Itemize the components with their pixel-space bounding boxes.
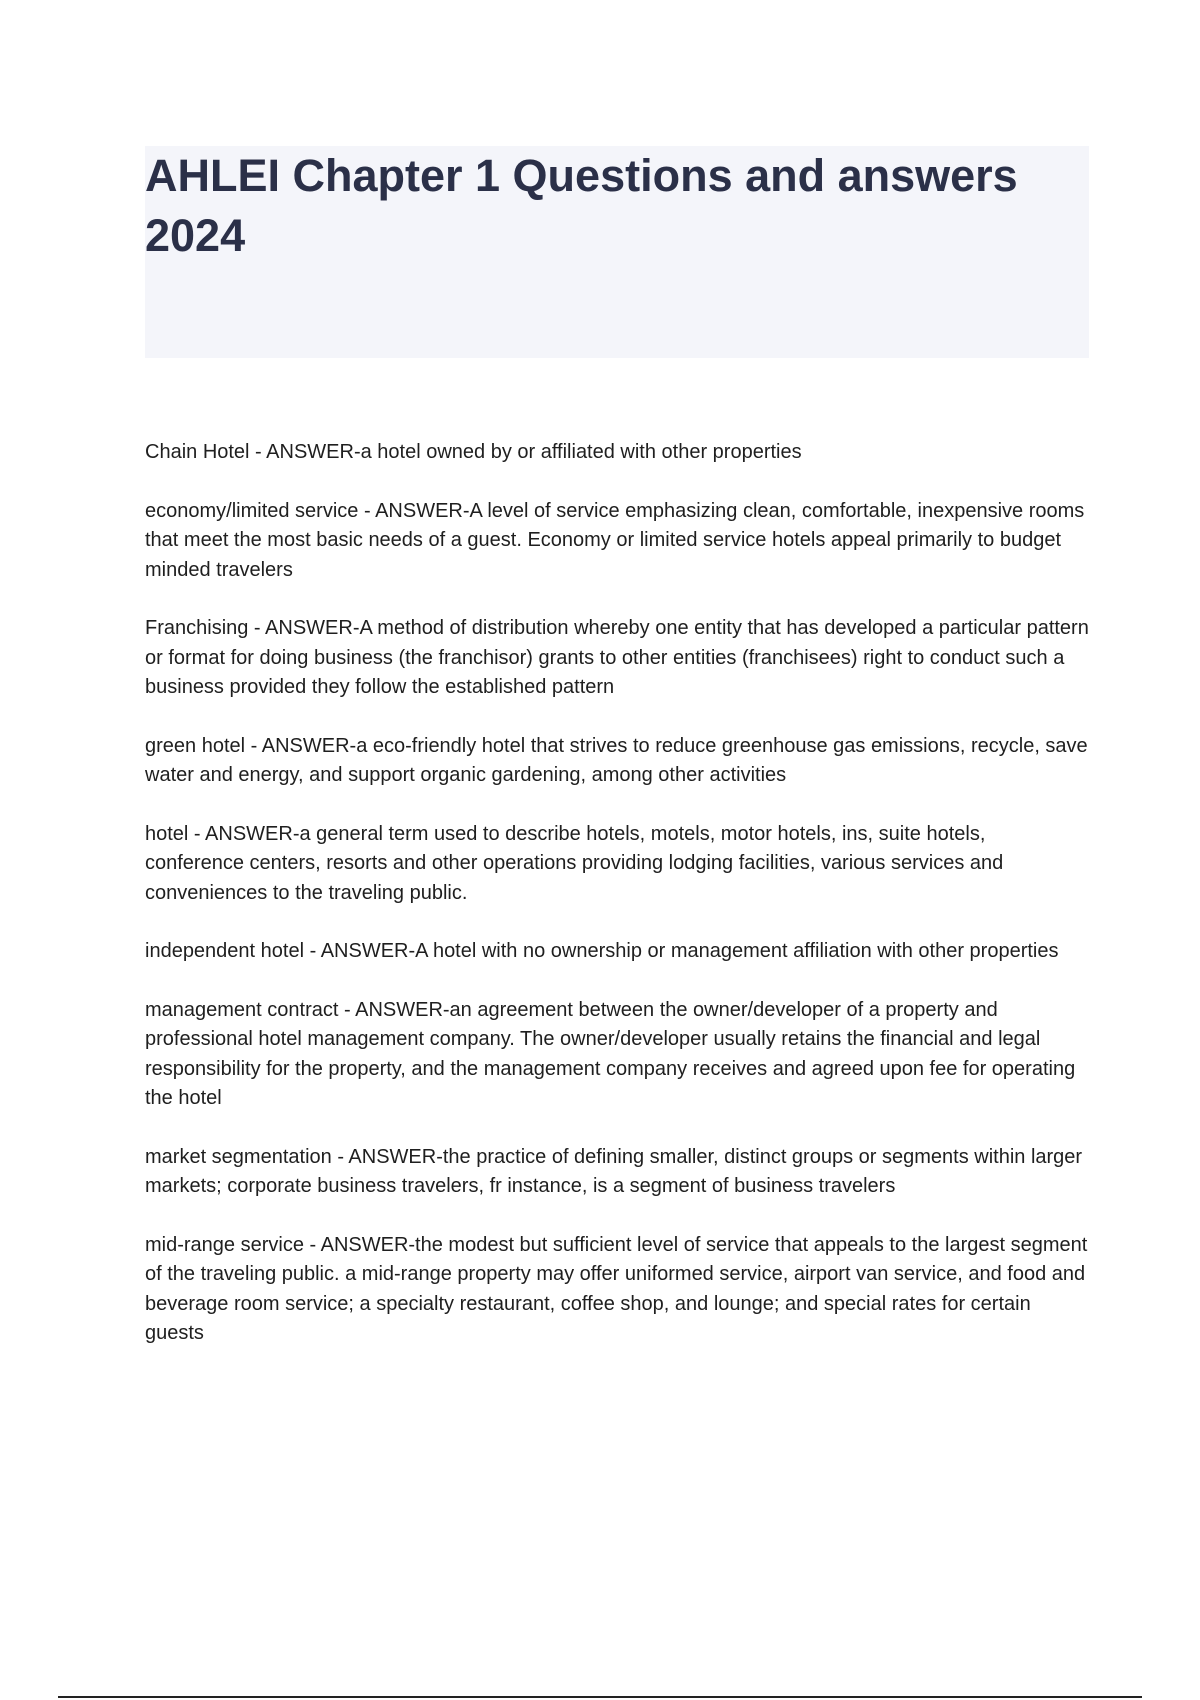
qa-entry-franchising: Franchising - ANSWER-A method of distribution whereby one entity that has developed a particular pattern or format for doing business (the franchisor) grants to other entities (franchisees) right to conduct such a business provided they follow the established pattern — [145, 617, 1089, 698]
qa-entry-hotel: hotel - ANSWER-a general term used to describe hotels, motels, motor hotels, ins, suite hotels, conference centers, resorts and other operations providing lodging facilities, various services and conveniences to the traveling public. — [145, 822, 1004, 904]
title-block — [145, 146, 1089, 358]
qa-entry-green-hotel: green hotel - ANSWER-a eco-friendly hotel that strives to reduce greenhouse gas emissions, recycle, save water and energy, and support organic gardening, among other activities — [145, 734, 1088, 786]
qa-entry-mid-range-service: mid-range service - ANSWER-the modest but sufficient level of service that appeals to the largest segment of the traveling public. a mid-range property may offer uniformed service, airport van service, and food and beverage room service; a specialty restaurant, coffee shop, and lounge; and special rates for certain guests — [145, 1233, 1088, 1344]
qa-entry-list — [145, 438, 1089, 1378]
qa-entry-market-segmentation: market segmentation - ANSWER-the practice of defining smaller, distinct groups or segments within larger markets; corporate business travelers, fr instance, is a segment of business travelers — [145, 1145, 1083, 1197]
qa-entry-economy-limited-service: economy/limited service - ANSWER-A level of service emphasizing clean, comfortable, inexpensive rooms that meet the most basic needs of a guest. Economy or limited service hotels appeal primarily to budget minded travelers — [145, 499, 1085, 581]
document-title: AHLEI Chapter 1 Questions and answers 2024 — [145, 150, 1018, 261]
qa-entry-management-contract: management contract - ANSWER-an agreement between the owner/developer of a property and professional hotel management company. The owner/developer usually retains the financial and legal responsibility for the property, and the management company receives and agreed upon fee for operating the hotel — [145, 998, 1076, 1109]
qa-entry-independent-hotel: independent hotel - ANSWER-A hotel with no ownership or management affiliation with other properties — [145, 940, 1059, 962]
footer-divider — [58, 1696, 1142, 1698]
qa-entry-chain-hotel: Chain Hotel - ANSWER-a hotel owned by or affiliated with other properties — [145, 441, 802, 463]
